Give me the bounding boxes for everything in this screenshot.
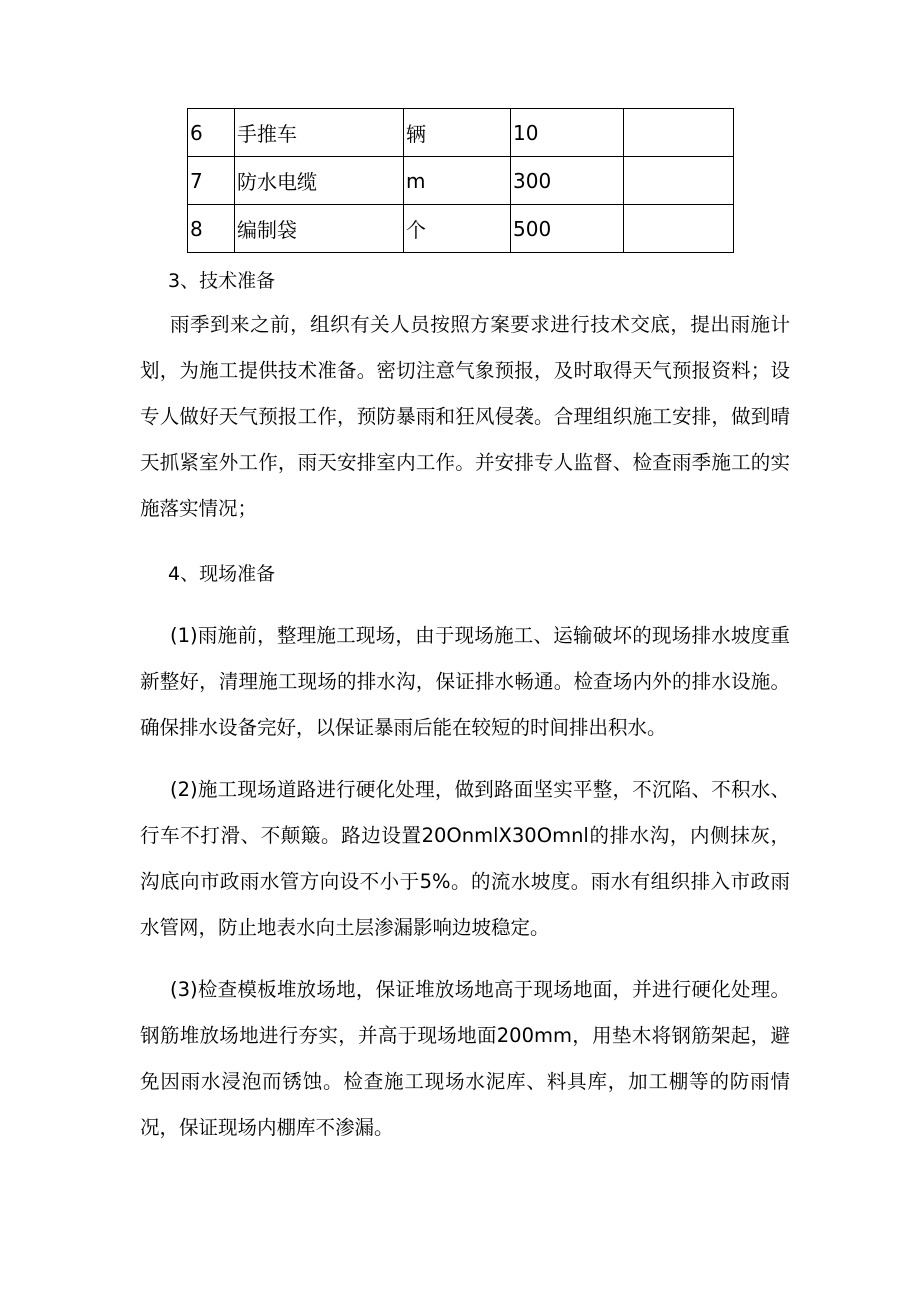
item-unit: m: [404, 157, 511, 205]
item-name: 编制袋: [235, 205, 404, 253]
row-number: 6: [188, 109, 235, 157]
materials-table: [187, 108, 734, 253]
section-3-heading: 3、技术准备: [168, 270, 276, 292]
item-note: [624, 157, 734, 205]
section-4-item-2: (2)施工现场道路进行硬化处理，做到路面坚实平整，不沉陷、不积水、行车不打滑、不颠簸。路边设置20OnmlX30Omnl的排水沟，内侧抹灰，沟底向市政雨水管方向设不小于5%。的流水坡度。雨水有组织排入市政雨水管网，防止地表水向土层渗漏影响边坡稳定。: [140, 778, 790, 939]
item-note: [624, 205, 734, 253]
section-3-paragraph: 雨季到来之前，组织有关人员按照方案要求进行技术交底，提出雨施计划，为施工提供技术准备。密切注意气象预报，及时取得天气预报资料；设专人做好天气预报工作，预防暴雨和狂风侵袭。合理组织施工安排，做到晴天抓紧室外工作，雨天安排室内工作。并安排专人监督、检查雨季施工的实施落实情况；: [140, 313, 790, 520]
table-row: [188, 157, 734, 205]
item-name: 手推车: [235, 109, 404, 157]
section-4-item-3: (3)检查模板堆放场地，保证堆放场地高于现场地面，并进行硬化处理。钢筋堆放场地进行夯实，并高于现场地面200mm，用垫木将钢筋架起，避免因雨水浸泡而锈蚀。检查施工现场水泥库、料具库，加工棚等的防雨情况，保证现场内棚库不渗漏。: [140, 978, 790, 1139]
item-unit: 辆: [404, 109, 511, 157]
table-row: [188, 205, 734, 253]
item-note: [624, 109, 734, 157]
table-row: [188, 109, 734, 157]
item-unit: 个: [404, 205, 511, 253]
section-4-heading: 4、现场准备: [168, 563, 276, 585]
item-name: 防水电缆: [235, 157, 404, 205]
item-quantity: 500: [511, 205, 624, 253]
row-number: 7: [188, 157, 235, 205]
row-number: 8: [188, 205, 235, 253]
section-4-item-1: (1)雨施前，整理施工现场，由于现场施工、运输破坏的现场排水坡度重新整好，清理施工现场的排水沟，保证排水畅通。检查场内外的排水设施。确保排水设备完好，以保证暴雨后能在较短的时间排出积水。: [140, 624, 790, 739]
item-quantity: 10: [511, 109, 624, 157]
item-quantity: 300: [511, 157, 624, 205]
